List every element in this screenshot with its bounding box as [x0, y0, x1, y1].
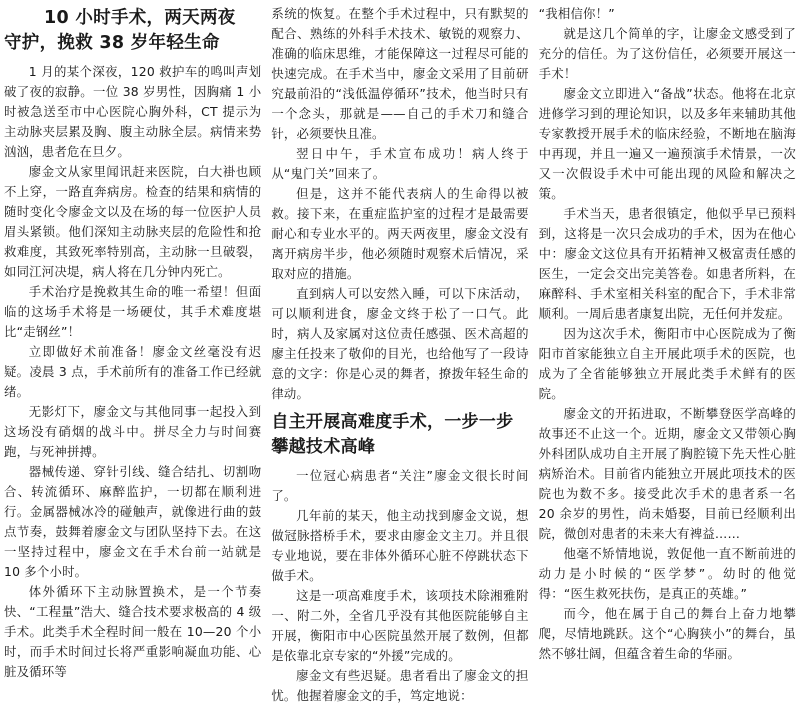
- headline: [4, 4, 261, 62]
- paragraph: 这是一项高难度手术，该项技术除湘雅附一、附二外，全省几乎没有其他医院能够自主开展，衡阳市中心医院虽然开展了数例，但都是依靠北京专家的“外援”完成的。: [271, 588, 529, 663]
- paragraph: 就是这几个简单的字，让廖金文感受到了充分的信任。为了这份信任，必须要开展这一手术！: [538, 26, 796, 81]
- paragraph: 体外循环下主动脉置换术，是一个节奏快、“工程量”浩大、缝合技术要求极高的 4 级手术。此类手术全程时间一般在 10—20 个小时，而手术时间过长将严重影响凝血功能、心脏及循环等: [4, 584, 262, 679]
- column-1: [4, 4, 262, 679]
- column-3: [538, 4, 796, 661]
- paragraph: 系统的恢复。在整个手术过程中，只有默契的配合、熟练的外科手术技术、敏锐的观察力、准确的临床思维，才能保障这一过程尽可能的快速完成。在手术当中，廖金文采用了目前研究最前沿的“浅低温停循环”技术，他当时只有一个念头，那就是——自己的手术刀和缝合针，必须要快且准。: [271, 6, 529, 141]
- paragraph: 几年前的某天，他主动找到廖金文说，想做冠脉搭桥手术，要求由廖金文主刀。并且很专业地说，要在非体外循环心脏不停跳状态下做手术。: [271, 508, 529, 583]
- paragraph: 手术治疗是挽救其生命的唯一希望！但面临的这场手术将是一场硬仗，其手术难度堪比“走钢丝”！: [4, 284, 262, 339]
- paragraph: 器械传递、穿针引线、缝合结扎、切割吻合、转流循环、麻醉监护，一切都在顺利进行。金属器械冰冷的碰触声，就像进行曲的鼓点节奏，鼓舞着廖金文与团队坚持下去。在这一坚持过程中，廖金文在手术台前一站就是 10 多个小时。: [4, 464, 262, 579]
- paragraph: 翌日中午，手术宣布成功！病人终于从“鬼门关”回来了。: [271, 146, 529, 181]
- paragraph: 廖金文的开拓进取，不断攀登医学高峰的故事还不止这一个。近期，廖金文又带领心胸外科团队成功自主开展了胸腔镜下先天性心脏病矫治术。目前省内能独立开展此项技术的医院也为数不多。接受此次手术的患者系一名 20 余岁的男性，尚未婚娶，目前已经顺利出院，微创对患者的未来大有裨益……: [538, 406, 796, 541]
- paragraph: 一位冠心病患者“关注”廖金文很长时间了。: [271, 468, 529, 503]
- paragraph: 廖金文立即进入“备战”状态。他将在北京进修学习到的理论知识，以及多年来辅助其他专家教授开展手术的临床经验，不断地在脑海中再现，并且一遍又一遍预演手术情景，一次又一次假设手术中可能出现的风险和解决之策。: [538, 86, 796, 201]
- headline-line-2: 守护，挽救 38 岁年轻生命: [4, 33, 220, 53]
- paragraph: 但是，这并不能代表病人的生命得以被救。接下来，在重症监护室的过程才是最需要耐心和专业水平的。两天两夜里，廖金文没有离开病房半步，他必须随时观察术后情况，采取对应的措施。: [271, 186, 529, 281]
- paragraph: 廖金文从家里闻讯赶来医院，白大褂也顾不上穿，一路直奔病房。检查的结果和病情的随时变化令廖金文以及在场的每一位医护人员眉头紧锁。他们深知主动脉夹层的危险性和抢救难度，其致死率特别高，主动脉一旦破裂，如同江河决堤，病人将在几分钟内死亡。: [4, 164, 262, 279]
- paragraph: 因为这次手术，衡阳市中心医院成为了衡阳市首家能独立自主开展此项手术的医院，也成为了全省能够独立开展此类手术鲜有的医院。: [538, 326, 796, 401]
- paragraph: 无影灯下，廖金文与其他同事一起投入到这场没有硝烟的战斗中。拼尽全力与时间赛跑，与死神拼搏。: [4, 404, 262, 459]
- paragraph: 1 月的某个深夜，120 救护车的鸣叫声划破了夜的寂静。一位 38 岁男性，因胸痛 1 小时被急送至市中心医院心胸外科，CT 提示为主动脉夹层累及胸、腹主动脉全层。病情来势汹汹，患者危在旦夕。: [4, 64, 262, 159]
- paragraph: 直到病人可以安然入睡，可以下床活动，可以顺利进食，廖金文终于松了一口气。此时，病人及家属对这位责任感强、医术高超的廖主任投来了敬仰的目光，也给他写了一段诗意的文字：你是心灵的舞者，撩拨年轻生命的律动。: [271, 286, 529, 401]
- paragraph: 廖金文有些迟疑。患者看出了廖金文的担忧。他握着廖金文的手，笃定地说：: [271, 668, 529, 703]
- sub-headline: 自主开展高难度手术，一步一步攀越技术高峰: [271, 412, 514, 457]
- paragraph: “我相信你！”: [538, 6, 615, 21]
- paragraph: 而今，他在属于自己的舞台上奋力地攀爬，尽情地跳跃。这个“心胸狭小”的舞台，虽然不够壮阔，但蕴含着生命的华丽。: [538, 606, 796, 661]
- paragraph: 手术当天，患者很镇定，他似乎早已预料到，这将是一次只会成功的手术，因为在他心中：廖金文这位具有开拓精神又极富责任感的医生，一定会交出完美答卷。如患者所料，在麻醉科、手术室相关科室的配合下，手术非常顺利。一周后患者康复出院，无任何并发症。: [538, 206, 796, 321]
- paragraph: 他毫不矫情地说，敦促他一直不断前进的动力是小时候的“医学梦”。幼时的他觉得：“医生救死扶伤，是真正的英雄。”: [538, 546, 796, 601]
- headline-line-1: 10 小时手术，两天两夜: [44, 8, 236, 28]
- paragraph: 立即做好术前准备！廖金文丝毫没有迟疑。凌晨 3 点，手术前所有的准备工作已经就绪。: [4, 344, 262, 399]
- column-2: [271, 4, 529, 703]
